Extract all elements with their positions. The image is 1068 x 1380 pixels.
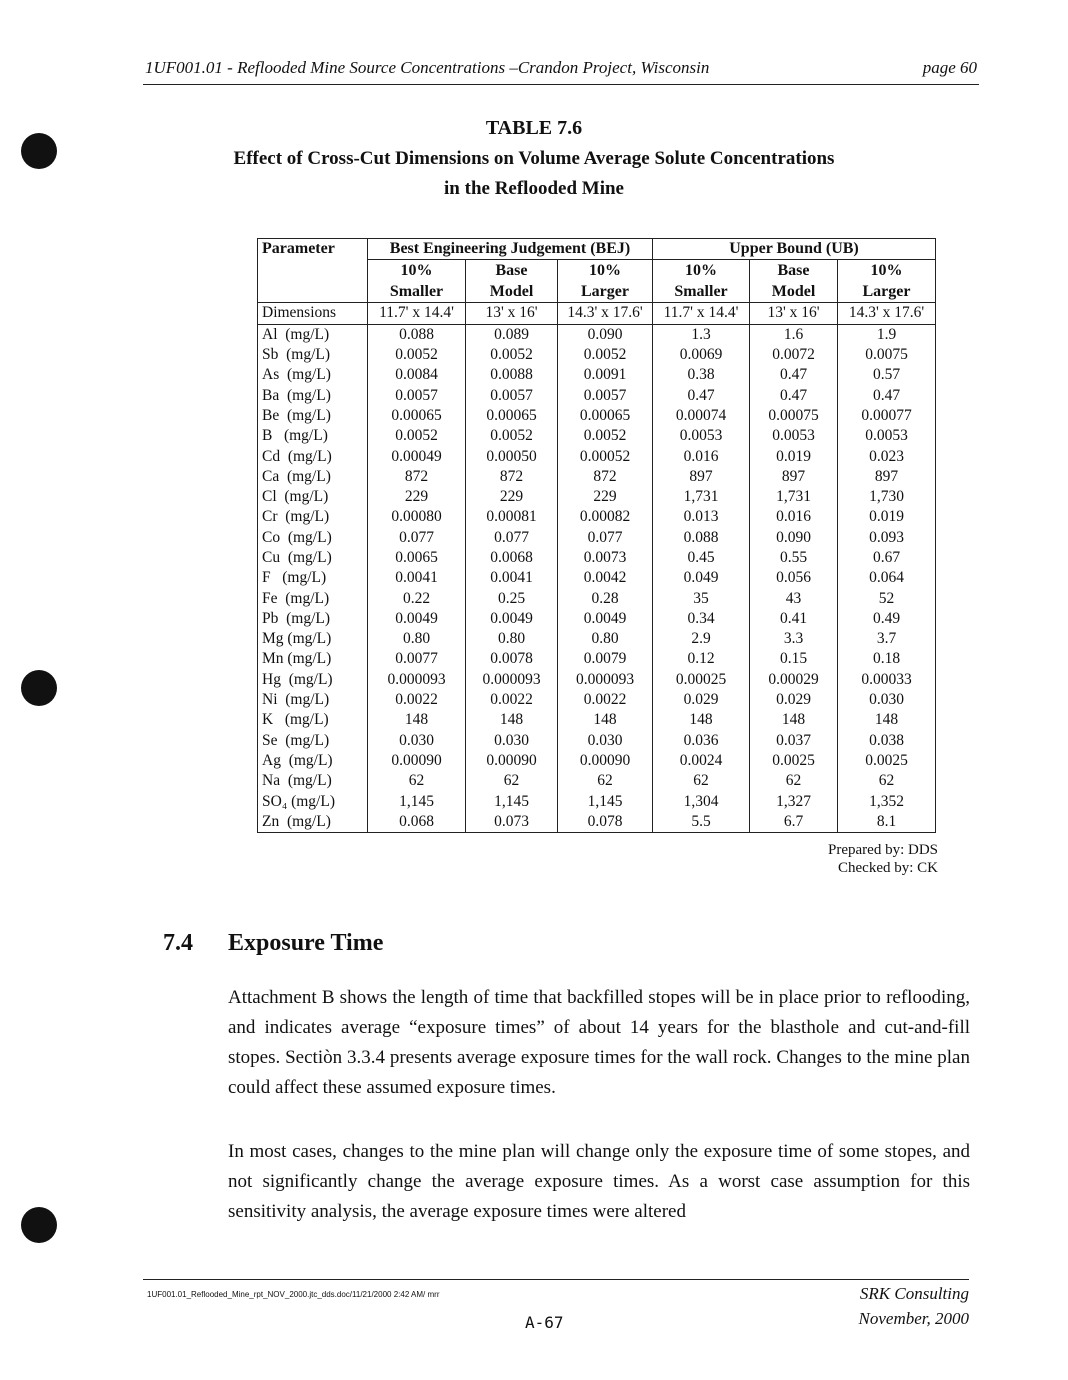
row-label: Mn (mg/L) — [258, 649, 368, 669]
value-cell: 0.00077 — [838, 406, 936, 426]
sub-header — [466, 260, 558, 303]
value-cell: 0.47 — [653, 385, 750, 405]
table-caption-line2: in the Reflooded Mine — [444, 178, 624, 199]
value-cell: 0.41 — [750, 609, 838, 629]
value-cell: 0.00065 — [368, 406, 466, 426]
row-label: As (mg/L) — [258, 365, 368, 385]
value-cell: 0.47 — [838, 385, 936, 405]
table-row — [258, 812, 936, 833]
dimension-cell: 13' x 16' — [466, 303, 558, 324]
value-cell: 0.47 — [750, 385, 838, 405]
value-cell: 897 — [838, 467, 936, 487]
value-cell: 0.019 — [750, 446, 838, 466]
table-row — [258, 751, 936, 771]
value-cell: 0.0078 — [466, 649, 558, 669]
value-cell: 0.00081 — [466, 507, 558, 527]
value-cell: 0.0049 — [466, 609, 558, 629]
row-label: Na (mg/L) — [258, 771, 368, 791]
row-label: Mg (mg/L) — [258, 629, 368, 649]
value-cell: 0.0049 — [368, 609, 466, 629]
table-row — [258, 731, 936, 751]
value-cell: 0.056 — [750, 568, 838, 588]
row-label: Hg (mg/L) — [258, 670, 368, 690]
table-row — [258, 710, 936, 730]
value-cell: 0.013 — [653, 507, 750, 527]
value-cell: 0.093 — [838, 528, 936, 548]
row-label: B (mg/L) — [258, 426, 368, 446]
value-cell: 0.049 — [653, 568, 750, 588]
value-cell: 35 — [653, 588, 750, 608]
row-label: Be (mg/L) — [258, 406, 368, 426]
value-cell: 0.0052 — [368, 345, 466, 365]
value-cell: 0.077 — [368, 528, 466, 548]
table-row — [258, 548, 936, 568]
value-cell: 897 — [750, 467, 838, 487]
value-cell: 0.28 — [558, 588, 653, 608]
sub-header-line: Smaller — [674, 283, 728, 301]
value-cell: 62 — [838, 771, 936, 791]
value-cell: 0.077 — [558, 528, 653, 548]
table-row — [258, 467, 936, 487]
sub-header-line: Model — [771, 283, 816, 301]
value-cell: 0.0022 — [368, 690, 466, 710]
value-cell: 0.038 — [838, 731, 936, 751]
row-label: Cr (mg/L) — [258, 507, 368, 527]
value-cell: 0.0068 — [466, 548, 558, 568]
value-cell: 0.0042 — [558, 568, 653, 588]
value-cell: 0.000093 — [466, 670, 558, 690]
footer-filename: 1UF001.01_Reflooded_Mine_rpt_NOV_2000.jtc_dds.doc/11/21/2000 2:42 AM/ mrr — [147, 1290, 440, 1299]
row-label: K (mg/L) — [258, 710, 368, 730]
value-cell: 872 — [368, 467, 466, 487]
value-cell: 0.0091 — [558, 365, 653, 385]
value-cell: 0.00065 — [466, 406, 558, 426]
row-label: Cu (mg/L) — [258, 548, 368, 568]
value-cell: 1,730 — [838, 487, 936, 507]
value-cell: 0.15 — [750, 649, 838, 669]
value-cell: 0.0065 — [368, 548, 466, 568]
row-label: Ba (mg/L) — [258, 385, 368, 405]
value-cell: 3.3 — [750, 629, 838, 649]
value-cell: 0.00049 — [368, 446, 466, 466]
value-cell: 0.030 — [838, 690, 936, 710]
bej-group-header: Best Engineering Judgement (BEJ) — [368, 239, 653, 260]
footer-rule — [143, 1279, 969, 1280]
sub-header-line: Model — [489, 283, 534, 301]
row-label: Al (mg/L) — [258, 324, 368, 345]
dimension-cell: 14.3' x 17.6' — [838, 303, 936, 324]
dimension-cell: 11.7' x 14.4' — [653, 303, 750, 324]
row-label: Cl (mg/L) — [258, 487, 368, 507]
sub-header-line: Smaller — [389, 283, 444, 301]
sub-header — [653, 260, 750, 303]
value-cell: 0.090 — [558, 324, 653, 345]
value-cell: 0.80 — [466, 629, 558, 649]
value-cell: 0.57 — [838, 365, 936, 385]
value-cell: 0.00052 — [558, 446, 653, 466]
value-cell: 0.0052 — [368, 426, 466, 446]
value-cell: 0.0025 — [750, 751, 838, 771]
value-cell: 872 — [466, 467, 558, 487]
binder-hole — [21, 670, 57, 706]
value-cell: 43 — [750, 588, 838, 608]
value-cell: 0.029 — [653, 690, 750, 710]
binder-hole — [21, 1207, 57, 1243]
value-cell: 0.016 — [653, 446, 750, 466]
value-cell: 0.000093 — [558, 670, 653, 690]
value-cell: 148 — [750, 710, 838, 730]
value-cell: 229 — [368, 487, 466, 507]
value-cell: 1.9 — [838, 324, 936, 345]
table-row — [258, 609, 936, 629]
row-label: Fe (mg/L) — [258, 588, 368, 608]
value-cell: 0.0075 — [838, 345, 936, 365]
value-cell: 229 — [466, 487, 558, 507]
value-cell: 52 — [838, 588, 936, 608]
checked-by: Checked by: CK — [838, 860, 938, 876]
sub-header — [750, 260, 838, 303]
table-row — [258, 487, 936, 507]
value-cell: 0.0073 — [558, 548, 653, 568]
value-cell: 0.0077 — [368, 649, 466, 669]
value-cell: 0.0057 — [558, 385, 653, 405]
row-label: Dimensions — [258, 303, 368, 324]
value-cell: 0.0057 — [368, 385, 466, 405]
value-cell: 0.0079 — [558, 649, 653, 669]
table-number: TABLE 7.6 — [485, 117, 583, 139]
value-cell: 3.7 — [838, 629, 936, 649]
table-row — [258, 690, 936, 710]
value-cell: 0.077 — [466, 528, 558, 548]
value-cell: 0.030 — [466, 731, 558, 751]
sub-header-line: Base — [777, 262, 810, 280]
value-cell: 0.0041 — [368, 568, 466, 588]
dimension-cell: 13' x 16' — [750, 303, 838, 324]
value-cell: 8.1 — [838, 812, 936, 833]
value-cell: 0.036 — [653, 731, 750, 751]
section-number: 7.4 — [163, 930, 193, 956]
value-cell: 0.0052 — [558, 345, 653, 365]
table-row — [258, 507, 936, 527]
value-cell: 148 — [558, 710, 653, 730]
value-cell: 148 — [368, 710, 466, 730]
dimension-cell: 14.3' x 17.6' — [558, 303, 653, 324]
value-cell: 0.00033 — [838, 670, 936, 690]
value-cell: 0.25 — [466, 588, 558, 608]
table-row — [258, 568, 936, 588]
value-cell: 1,731 — [750, 487, 838, 507]
row-label: Se (mg/L) — [258, 731, 368, 751]
value-cell: 0.0053 — [838, 426, 936, 446]
footer-date: November, 2000 — [858, 1309, 969, 1328]
value-cell: 897 — [653, 467, 750, 487]
value-cell: 0.12 — [653, 649, 750, 669]
value-cell: 0.0053 — [653, 426, 750, 446]
value-cell: 0.00029 — [750, 670, 838, 690]
value-cell: 0.34 — [653, 609, 750, 629]
value-cell: 0.0069 — [653, 345, 750, 365]
value-cell: 0.030 — [558, 731, 653, 751]
value-cell: 1,352 — [838, 791, 936, 811]
value-cell: 0.00080 — [368, 507, 466, 527]
value-cell: 0.073 — [466, 812, 558, 833]
value-cell: 0.80 — [558, 629, 653, 649]
row-label: Cd (mg/L) — [258, 446, 368, 466]
row-label: Pb (mg/L) — [258, 609, 368, 629]
value-cell: 1.3 — [653, 324, 750, 345]
table-row — [258, 406, 936, 426]
value-cell: 0.088 — [653, 528, 750, 548]
table-body — [258, 303, 936, 833]
table-row — [258, 771, 936, 791]
value-cell: 0.0052 — [558, 426, 653, 446]
table-row — [258, 324, 936, 345]
value-cell: 0.0072 — [750, 345, 838, 365]
value-cell: 0.0088 — [466, 365, 558, 385]
value-cell: 0.0049 — [558, 609, 653, 629]
value-cell: 0.030 — [368, 731, 466, 751]
value-cell: 0.078 — [558, 812, 653, 833]
value-cell: 0.80 — [368, 629, 466, 649]
value-cell: 0.0053 — [750, 426, 838, 446]
concentration-table — [257, 238, 936, 833]
value-cell: 0.029 — [750, 690, 838, 710]
header-page: page 60 — [922, 58, 977, 77]
ub-group-header: Upper Bound (UB) — [653, 239, 936, 260]
page-number: A-67 — [525, 1313, 564, 1332]
value-cell: 0.55 — [750, 548, 838, 568]
table-row — [258, 446, 936, 466]
row-label: SO₄ (mg/L) — [258, 791, 368, 811]
value-cell: 0.67 — [838, 548, 936, 568]
value-cell: 0.090 — [750, 528, 838, 548]
row-label: Ag (mg/L) — [258, 751, 368, 771]
value-cell: 1,145 — [368, 791, 466, 811]
table-row — [258, 629, 936, 649]
table-row — [258, 426, 936, 446]
value-cell: 1,145 — [558, 791, 653, 811]
row-label: Zn (mg/L) — [258, 812, 368, 833]
value-cell: 0.0084 — [368, 365, 466, 385]
value-cell: 0.18 — [838, 649, 936, 669]
value-cell: 0.00090 — [466, 751, 558, 771]
value-cell: 148 — [653, 710, 750, 730]
table-row — [258, 670, 936, 690]
value-cell: 0.00090 — [368, 751, 466, 771]
value-cell: 0.00082 — [558, 507, 653, 527]
value-cell: 0.0022 — [466, 690, 558, 710]
value-cell: 0.00025 — [653, 670, 750, 690]
value-cell: 0.016 — [750, 507, 838, 527]
value-cell: 0.023 — [838, 446, 936, 466]
table-row — [258, 345, 936, 365]
section-title: Exposure Time — [228, 930, 384, 956]
value-cell: 1,145 — [466, 791, 558, 811]
footer-company: SRK Consulting — [859, 1284, 969, 1303]
table-row — [258, 588, 936, 608]
paragraph: In most cases, changes to the mine plan will change only the exposure time of some stopes, and not significantly change the average exposure times. As a worst case assumption for this sensitivity analysis, the average exposure times were altered — [228, 1141, 970, 1222]
value-cell: 0.0052 — [466, 426, 558, 446]
table-caption-line1: Effect of Cross-Cut Dimensions on Volume Average Solute Concentrations — [233, 148, 835, 169]
value-cell: 0.00074 — [653, 406, 750, 426]
value-cell: 5.5 — [653, 812, 750, 833]
value-cell: 872 — [558, 467, 653, 487]
value-cell: 229 — [558, 487, 653, 507]
value-cell: 0.00090 — [558, 751, 653, 771]
sub-header — [368, 260, 466, 303]
value-cell: 0.00075 — [750, 406, 838, 426]
sub-header-line: Larger — [581, 283, 629, 301]
value-cell: 0.49 — [838, 609, 936, 629]
value-cell: 1,731 — [653, 487, 750, 507]
dimensions-row — [258, 303, 936, 324]
value-cell: 148 — [466, 710, 558, 730]
value-cell: 0.00050 — [466, 446, 558, 466]
value-cell: 62 — [653, 771, 750, 791]
row-label: Ni (mg/L) — [258, 690, 368, 710]
value-cell: 0.0022 — [558, 690, 653, 710]
value-cell: 62 — [466, 771, 558, 791]
row-label: Sb (mg/L) — [258, 345, 368, 365]
table-row — [258, 649, 936, 669]
table-row — [258, 365, 936, 385]
sub-header-line: 10% — [400, 262, 433, 280]
table-row — [258, 528, 936, 548]
value-cell: 0.0057 — [466, 385, 558, 405]
value-cell: 0.019 — [838, 507, 936, 527]
value-cell: 0.064 — [838, 568, 936, 588]
value-cell: 62 — [750, 771, 838, 791]
paragraph: Attachment B shows the length of time that backfilled stopes will be in place prior to reflooding, and indicates average “exposure times” of about 14 years for the blasthole and cut-and-fill stopes. Sectiòn 3.3.4 presents average exposure times for the wall rock. Changes to the mine plan could affect these assumed exposure times. — [228, 987, 970, 1098]
value-cell: 0.22 — [368, 588, 466, 608]
sub-header-line: Larger — [862, 283, 911, 301]
header-title: 1UF001.01 - Reflooded Mine Source Concentrations –Crandon Project, Wisconsin — [145, 58, 710, 77]
value-cell: 0.45 — [653, 548, 750, 568]
sub-header-line: Base — [495, 262, 528, 280]
sub-header — [558, 260, 653, 303]
value-cell: 0.0024 — [653, 751, 750, 771]
table-row — [258, 385, 936, 405]
value-cell: 0.0052 — [466, 345, 558, 365]
sub-header-line: 10% — [870, 262, 903, 280]
value-cell: 0.0025 — [838, 751, 936, 771]
value-cell: 6.7 — [750, 812, 838, 833]
value-cell: 0.037 — [750, 731, 838, 751]
value-cell: 1.6 — [750, 324, 838, 345]
value-cell: 0.38 — [653, 365, 750, 385]
sub-header-line: 10% — [685, 262, 717, 280]
row-label: Co (mg/L) — [258, 528, 368, 548]
sub-header-line: 10% — [589, 262, 621, 280]
value-cell: 0.0041 — [466, 568, 558, 588]
value-cell: 1,327 — [750, 791, 838, 811]
value-cell: 0.00065 — [558, 406, 653, 426]
value-cell: 2.9 — [653, 629, 750, 649]
running-header — [143, 58, 979, 85]
row-label: F (mg/L) — [258, 568, 368, 588]
value-cell: 0.47 — [750, 365, 838, 385]
value-cell: 0.089 — [466, 324, 558, 345]
table-row — [258, 791, 936, 811]
parameter-header: Parameter — [258, 239, 368, 303]
value-cell: 0.068 — [368, 812, 466, 833]
value-cell: 148 — [838, 710, 936, 730]
value-cell: 1,304 — [653, 791, 750, 811]
value-cell: 0.088 — [368, 324, 466, 345]
prepared-by: Prepared by: DDS — [828, 842, 938, 858]
value-cell: 62 — [368, 771, 466, 791]
value-cell: 62 — [558, 771, 653, 791]
dimension-cell: 11.7' x 14.4' — [368, 303, 466, 324]
row-label: Ca (mg/L) — [258, 467, 368, 487]
sub-header — [838, 260, 936, 303]
value-cell: 0.000093 — [368, 670, 466, 690]
